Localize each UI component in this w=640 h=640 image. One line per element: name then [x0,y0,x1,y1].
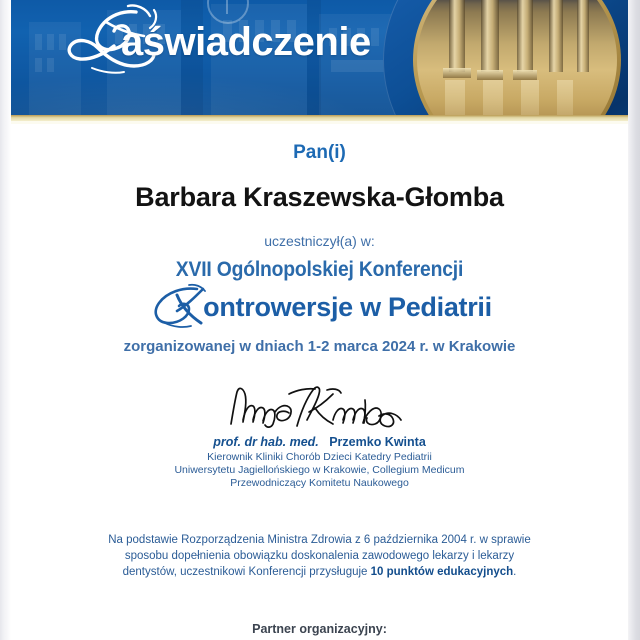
salutation: Pan(i) [293,142,346,163]
floor-reflection [557,80,573,115]
legal-line-3-prefix: dentystów, uczestnikowi Konferencji przysługuje [122,566,371,578]
colonnade-photo [383,0,628,115]
column-base [477,70,503,80]
column [481,0,499,72]
legal-line-3-suffix: . [513,566,517,578]
signatory-name: Przemko Kwinta [329,435,426,449]
column [577,0,589,72]
legal-text-line-2: sposobu dopełnienia obowiązku doskonalenia zawodowego lekarzy i lekarzy [124,550,515,562]
banner-title: aświadczenie [121,20,371,64]
conference-title: ontrowersje w Pediatrii [203,292,492,322]
certificate-body [11,124,628,640]
floor-reflection [483,80,503,115]
educational-points-value: 10 punktów edukacyjnych [370,566,514,578]
signatory-affiliation-line-1: Kierownik Kliniki Chorób Dzieci Katedry Pediatrii [207,451,432,463]
recipient-name: Barbara Kraszewska-Głomba [135,182,504,212]
arch-photo-inner [417,0,617,115]
column [549,0,563,72]
column [449,0,465,72]
signatory-title-and-name [11,435,628,449]
handwritten-signature-icon [223,382,423,440]
legal-text-line-1: Na podstawie Rozporządzenia Ministra Zdrowia z 6 października 2004 r. w sprawie [108,534,531,546]
conference-title-block [11,287,628,331]
signatory-name-spacer [322,435,325,449]
signatory-title: prof. dr hab. med. [213,435,319,449]
signatory-affiliation-line-2: Uniwersytetu Jagiellońskiego w Krakowie, Collegium Medicum [174,464,465,476]
column-base [443,68,471,78]
floor-reflection [445,80,465,115]
conference-edition-line: XVII Ogólnopolskiej Konferencji [175,258,464,281]
partner-label: Partner organizacyjny: [252,622,387,636]
header-banner [11,0,628,115]
participation-label: uczestniczył(a) w: [264,233,375,249]
signature-block [11,382,628,440]
legal-text-line-3 [11,566,628,578]
building-window [35,34,42,50]
conference-date-location: zorganizowanej w dniach 1-2 marca 2024 r. w Krakowie [123,338,516,355]
signatory-affiliation-line-3: Przewodniczący Komitetu Naukowego [230,477,409,489]
building-window [35,58,42,72]
building-window [371,28,379,46]
floor-reflection [521,80,539,115]
building-window [47,34,54,50]
column [517,0,533,72]
column-base [513,70,537,80]
building-window [47,58,54,72]
